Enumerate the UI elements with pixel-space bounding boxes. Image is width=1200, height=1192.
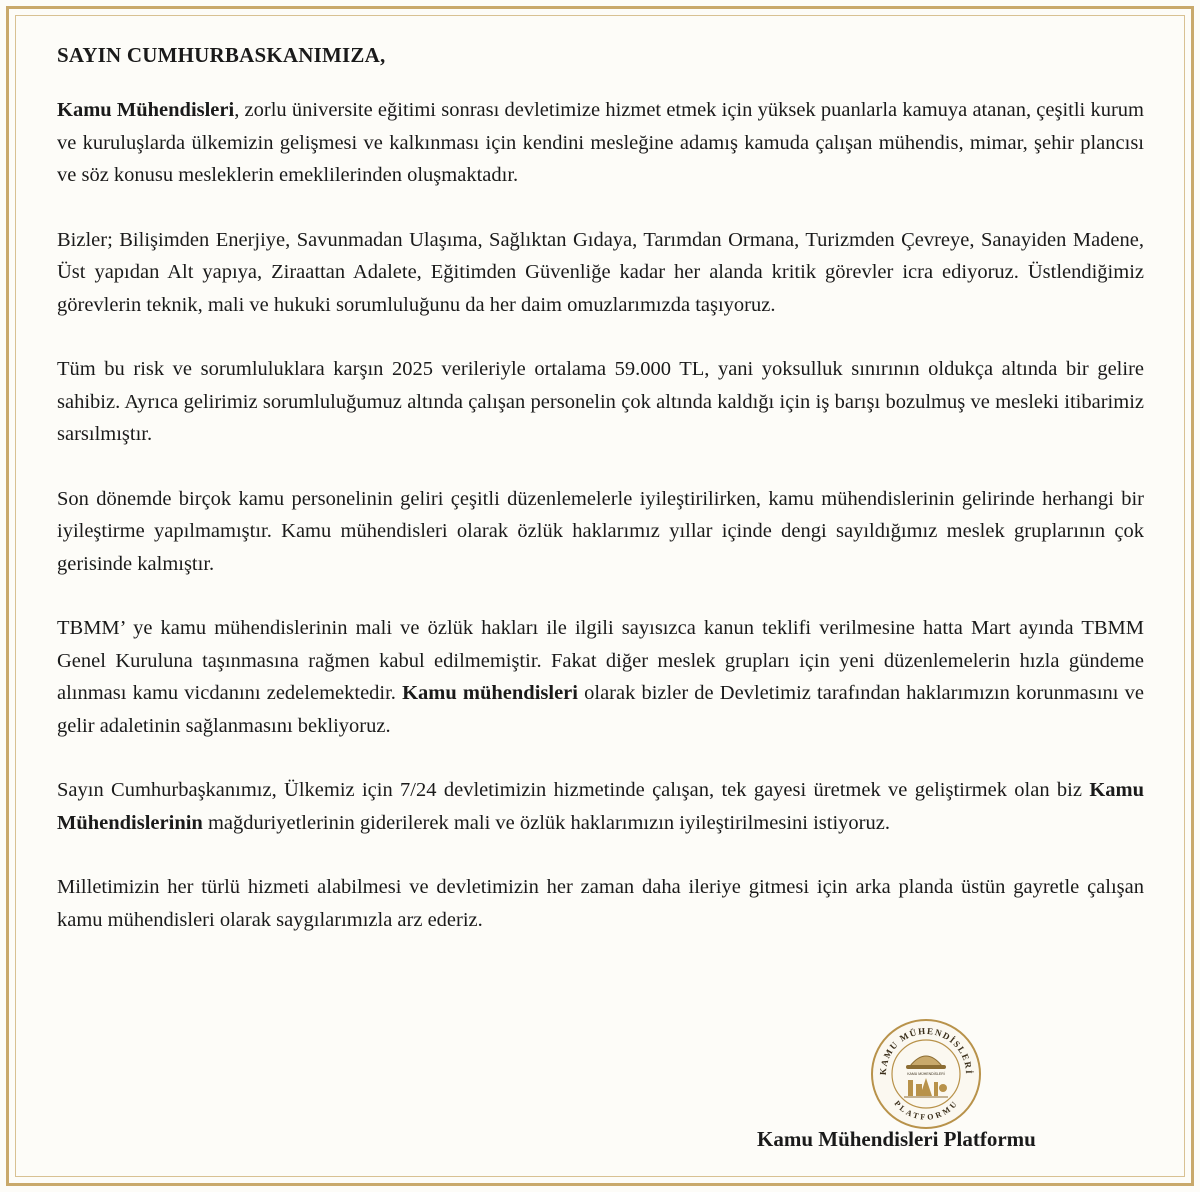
paragraph-3: Tüm bu risk ve sorumluluklara karşın 2025 verileriyle ortalama 59.000 TL, yani yoksulluk sınırının oldukça altında bir gelire sahibiz. Ayrıca gelirimiz sorumluluğumuz altında çalışan personelin çok altında kaldığı için iş barışı bozulmuş ve mesleki itibarimiz sarsılmıştır.	[57, 358, 1144, 445]
paragraph-text: TBMM’ ye kamu mühendislerinin mali ve özlük hakları ile ilgili sayısızca kanun teklifi verilmesine hatta Mart ayında TBMM Genel Kuruluna taşınmasına rağmen kabul edilmemiştir. Fakat diğer meslek grupları için yeni düzenlemelerin hızla gündeme alınması kamu vicdanını zedelemektedir.	[57, 617, 1144, 704]
paragraph-5	[57, 612, 1144, 742]
salutation: SAYIN CUMHURBASKANIMIZA,	[57, 43, 386, 67]
paragraph-7: Milletimizin her türlü hizmeti alabilmesi ve devletimizin her zaman daha ileriye gitmesi için arka planda üstün gayretle çalışan kamu mühendisleri olarak saygılarımızla arz ederiz.	[57, 876, 1144, 931]
seal-ring-bottom-text: PLATFORMU	[892, 1098, 960, 1122]
letter-body	[57, 40, 1144, 968]
seal-emblem-icon	[870, 1018, 982, 1130]
bold-phrase: Kamu Mühendislerinin	[57, 779, 1144, 834]
paragraph-text: , zorlu üniversite eğitimi sonrası devletimize hizmet etmek için yüksek puanlarla kamuya atanan, çeşitli kurum ve kuruluşlarda ülkemizin gelişmesi ve kalkınması için kendini mesleğine adamış kamuda çalışan mühendis, mimar, şehir plancısı ve söz konusu mesleklerin emeklilerinden oluşmaktadır.	[57, 99, 1144, 186]
paragraph-2: Bizler; Bilişimden Enerjiye, Savunmadan Ulaşıma, Sağlıktan Gıdaya, Tarımdan Ormana, Turizmden Çevreye, Sanayiden Madene, Üst yapıdan Alt yapıya, Ziraattan Adalete, Eğitimden Güvenliğe kadar her alanda kritik görevler icra ediyoruz. Üstlendiğimiz görevlerin teknik, mali ve hukuki sorumluluğunu da her daim omuzlarımızda taşıyoruz.	[57, 228, 1144, 316]
seal-ring-top-text: KAMU MÜHENDİSLERİ	[877, 1025, 975, 1076]
paragraph-text: Sayın Cumhurbaşkanımız, Ülkemiz için 7/24 devletimizin hizmetinde çalışan, tek gayesi üretmek ve geliştirmek olan biz	[57, 779, 1090, 801]
seal-center-text: KAMU MÜHENDİSLERİ	[907, 1072, 945, 1076]
platform-seal-logo	[870, 1018, 982, 1130]
signature: Kamu Mühendisleri Platformu	[757, 1127, 1036, 1151]
paragraph-text: olarak bizler de Devletimiz tarafından haklarımızın korunmasını ve gelir adaletinin sağlanmasını bekliyoruz.	[57, 682, 1145, 737]
paragraph-text: mağduriyetlerinin giderilerek mali ve özlük haklarımızın iyileştirilmesini istiyoruz.	[202, 811, 890, 834]
paragraph-6	[57, 774, 1144, 839]
paragraph-1	[57, 94, 1144, 192]
bold-phrase: Kamu mühendisleri	[402, 682, 578, 704]
paragraph-4: Son dönemde birçok kamu personelinin geliri çeşitli düzenlemelerle iyileştirilirken, kamu mühendislerinin gelirinde herhangi bir iyileştirme yapılmamıştır. Kamu mühendisleri olarak özlük haklarımız yıllar içinde dengi sayıldığımız meslek gruplarının çok gerisinde kalmıştır.	[57, 487, 1144, 575]
bold-phrase: Kamu Mühendisleri	[57, 99, 235, 121]
